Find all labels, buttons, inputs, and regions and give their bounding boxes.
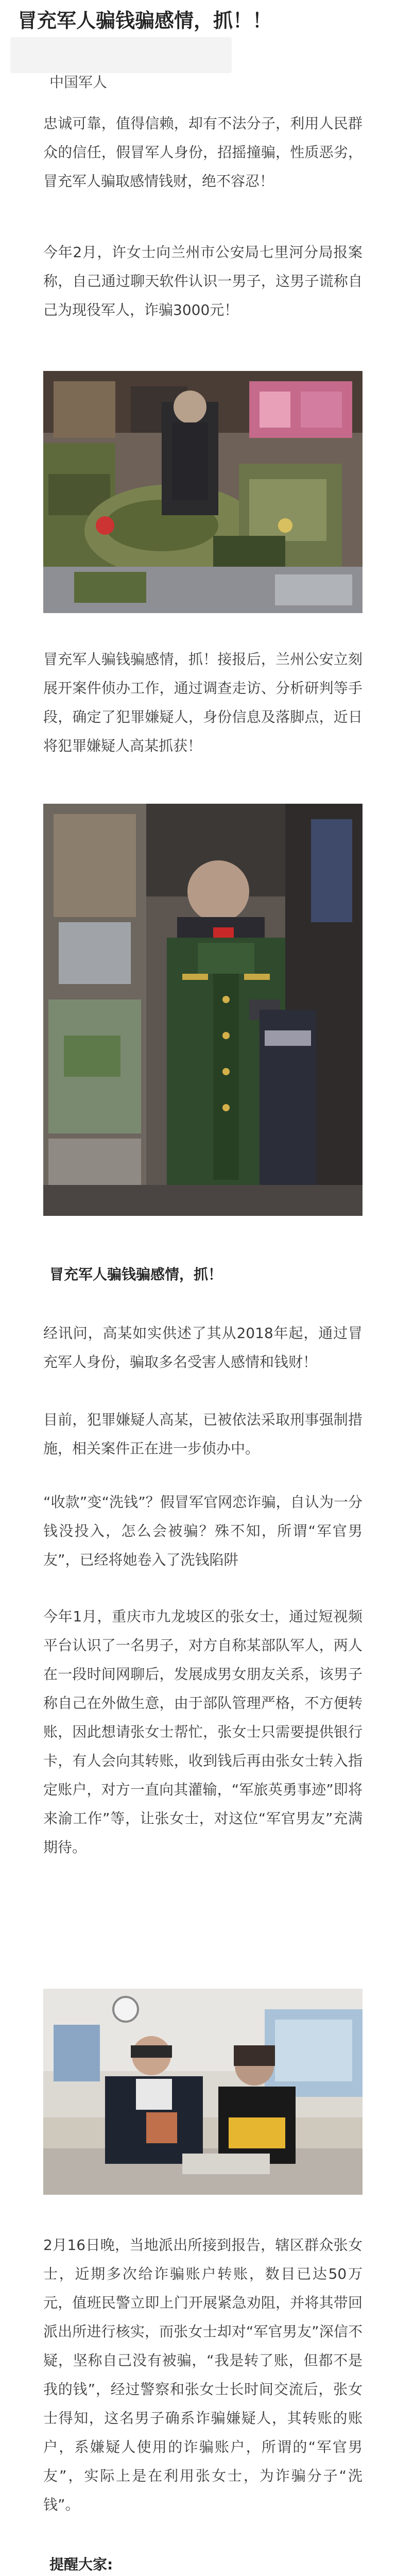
title-highlight [10,37,232,73]
section-heading-reminder: 提醒大家: [49,2556,113,2573]
paragraph-report: 今年2月，许女士向兰州市公安局七里河分局报案称，自己通过聊天软件认识一男子，这男子谎称自己为现役军人，诈骗3000元！ [43,244,363,318]
article-title: 冒充军人骗钱骗感情，抓！！ [18,9,272,32]
photo-seized-items-graphic [43,371,363,613]
photo-police-station-graphic [43,1989,363,2195]
paragraph-intervention: 2月16日晚，当地派出所接到报告，辖区群众张女士，近期多次给诈骗账户转账，数目已达50万元，值班民警立即上门开展紧急劝阻，并将其带回派出所进行核实，而张女士却对“军官男友”深信不疑，坚称自己没有被骗，“我是转了账，但都不是我的钱”，经过警察和张女士长时间交流后，张女士得知，这名男子确系诈骗嫌疑人，其转账的账户，系嫌疑人使用的诈骗账户，所谓的“军官男友”，实际上是在利用张女士，为诈骗分子“洗钱”。 [43,2236,363,2513]
article-source: 中国军人 [49,74,108,91]
paragraph-intro: 忠诚可靠，值得信赖，却有不法分子，利用人民群众的信任，假冒军人身份，招摇撞骗，性质恶劣，冒充军人骗取感情钱财，绝不容忍！ [43,115,363,190]
photo-suspect-uniform-graphic [43,804,363,1216]
paragraph-confession: 经讯问，高某如实供述了其从2018年起，通过冒充军人身份，骗取多名受害人感情和钱财！ [43,1325,363,1370]
paragraph-case-chongqing: 今年1月，重庆市九龙坡区的张女士，通过短视频平台认识了一名男子，对方自称某部队军人，两人在一段时间网聊后，发展成男女朋友关系，该男子称自己在外做生意，由于部队管理严格，不方便转账，因此想请张女士帮忙，张女士只需要提供银行卡，有人会向其转账，收到钱后再由张女士转入指定账户，对方一直向其灌输，“军旅英勇事迹”即将来渝工作”等，让张女士，对这位“军官男友”充满期待。 [43,1608,363,1856]
section-heading-catch: 冒充军人骗钱骗感情，抓！ [49,1266,223,1283]
paragraph-status: 目前，犯罪嫌疑人高某，已被依法采取刑事强制措施，相关案件正在进一步侦办中。 [43,1411,363,1457]
photo-suspect-uniform [43,804,363,1216]
paragraph-arrest: 冒充军人骗钱骗感情，抓！接报后，兰州公安立刻展开案件侦办工作，通过调查走访、分析研判等手段，确定了犯罪嫌疑人，身份信息及落脚点，近日将犯罪嫌疑人高某抓获！ [43,651,363,754]
paragraph-money-laundering: “收款”变“洗钱”？假冒军官网恋诈骗，自认为一分钱没投入，怎么会被骗？殊不知，所谓“军官男友”，已经将她卷入了洗钱陷阱 [43,1494,363,1568]
photo-seized-items [43,371,363,613]
photo-police-station [43,1989,363,2195]
